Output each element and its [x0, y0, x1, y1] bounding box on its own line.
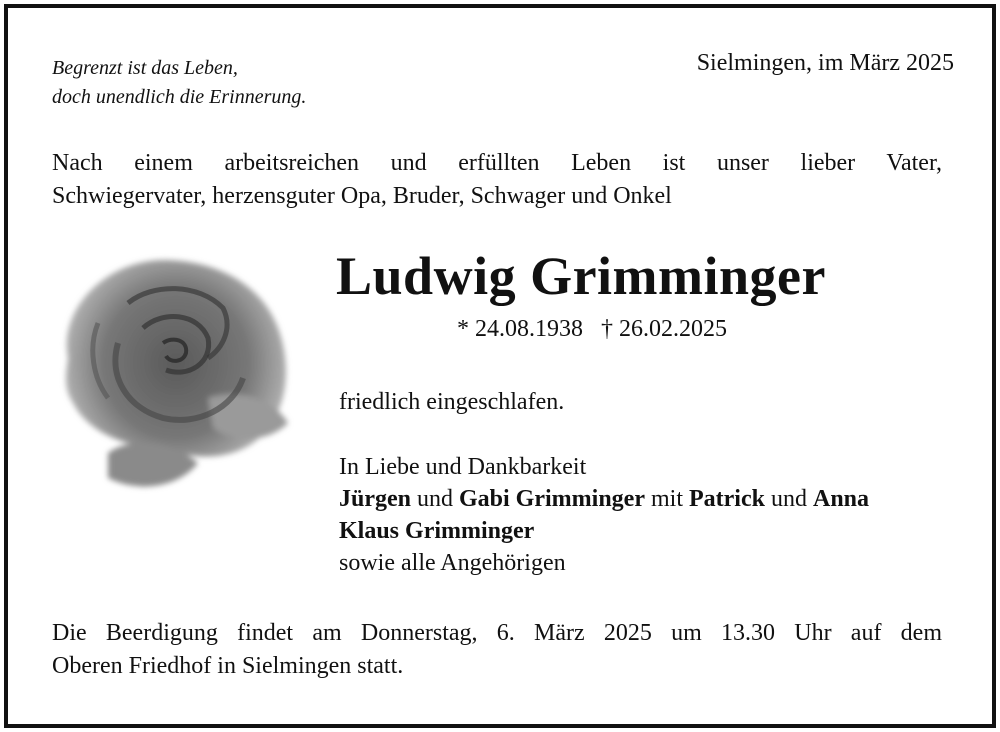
memorial-quote	[52, 54, 306, 112]
mourner-name: Jürgen	[339, 486, 411, 512]
mourner-name: Anna	[812, 486, 870, 512]
funeral-line-2: Oberen Friedhof in Sielmingen statt.	[52, 653, 404, 679]
deceased-name: Ludwig Grimminger	[336, 246, 826, 306]
connector-text: mit	[644, 486, 689, 512]
funeral-line-1: Die Beerdigung findet am Donnerstag, 6. März 2025 um 13.30 Uhr auf dem	[52, 620, 942, 646]
passing-text: friedlich eingeschlafen.	[339, 389, 565, 415]
funeral-notice	[52, 617, 942, 683]
place-and-date: Sielmingen, im März 2025	[696, 50, 954, 76]
connector-text: und	[411, 486, 459, 512]
intro-line-2: Schwiegervater, herzensguter Opa, Bruder, Schwager und Onkel	[52, 183, 672, 209]
intro-text	[52, 147, 942, 213]
mourner-name: Patrick	[689, 486, 765, 512]
intro-line-1: Nach einem arbeitsreichen und erfüllten Leben ist unser lieber Vater,	[52, 150, 942, 176]
connector-text: und	[764, 486, 813, 512]
mourners-block	[339, 451, 869, 579]
mourners-line-2: Klaus Grimminger	[339, 518, 535, 544]
quote-line-1: Begrenzt ist das Leben,	[52, 57, 238, 79]
birth-date: * 24.08.1938	[457, 316, 583, 342]
rose-image	[48, 248, 298, 503]
life-dates	[457, 316, 745, 343]
mourners-line-1	[339, 483, 869, 515]
mourners-closing: sowie alle Angehörigen	[339, 550, 566, 576]
mourner-name: Gabi Grimminger	[459, 486, 645, 512]
death-date: † 26.02.2025	[601, 316, 727, 342]
quote-line-2: doch unendlich die Erinnerung.	[52, 86, 307, 108]
mourners-opening: In Liebe und Dankbarkeit	[339, 454, 587, 480]
